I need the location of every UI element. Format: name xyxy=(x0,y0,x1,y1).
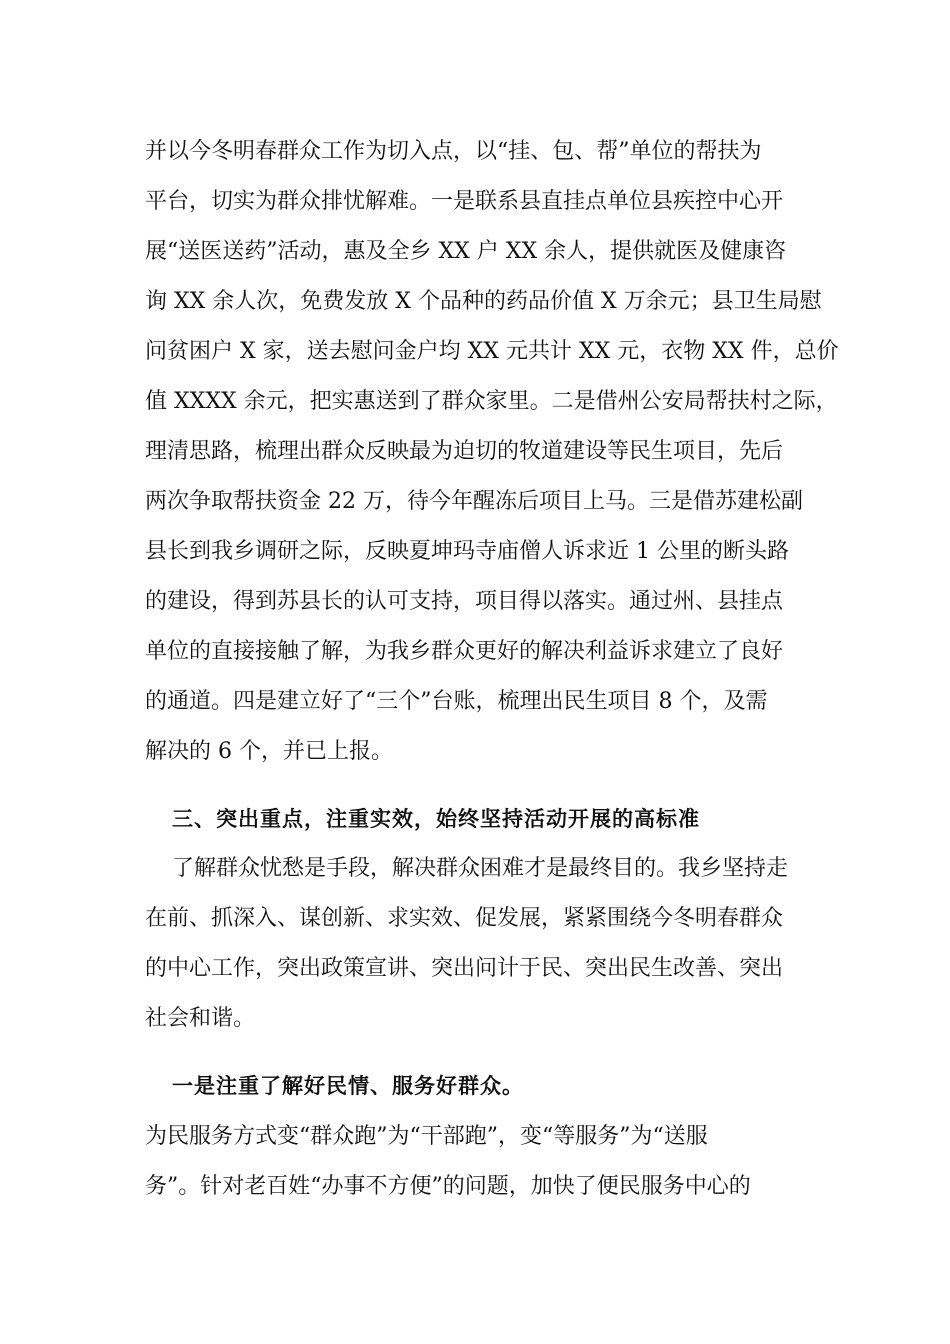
paragraph-line: 的中心工作，突出政策宣讲、突出问计于民、突出民生改善、突出 xyxy=(145,956,784,981)
paragraph-line: 并以今冬明春群众工作为切入点，以“挂、包、帮”单位的帮扶为 xyxy=(145,139,762,164)
paragraph-line: 问贫困户 X 家，送去慰问金户均 XX 元共计 XX 元，衣物 XX 件，总价 xyxy=(145,339,839,364)
paragraph-line: 值 XXXX 余元，把实惠送到了群众家里。二是借州公安局帮扶村之际， xyxy=(145,389,838,414)
paragraph-line: 展“送医送药”活动，惠及全乡 XX 户 XX 余人，提供就医及健康咨 xyxy=(145,239,787,264)
paragraph-line: 在前、抓深入、谋创新、求实效、促发展，紧紧围绕今冬明春群众 xyxy=(145,906,784,931)
paragraph-line: 单位的直接接触了解，为我乡群众更好的解决利益诉求建立了良好 xyxy=(145,639,784,664)
paragraph-line: 的通道。四是建立好了“三个”台账，梳理出民生项目 8 个，及需 xyxy=(145,689,768,714)
subheading: 一是注重了解好民情、服务好群众。 xyxy=(172,1074,524,1098)
section-heading: 三、突出重点，注重实效，始终坚持活动开展的高标准 xyxy=(172,807,700,831)
paragraph-line: 社会和谐。 xyxy=(145,1006,256,1031)
paragraph-line: 的建设，得到苏县长的认可支持，项目得以落实。通过州、县挂点 xyxy=(145,589,784,614)
paragraph-line: 县长到我乡调研之际，反映夏坤玛寺庙僧人诉求近 1 公里的断头路 xyxy=(145,539,789,564)
paragraph-line: 询 XX 余人次，免费发放 X 个品种的药品价值 X 万余元；县卫生局慰 xyxy=(145,289,822,314)
paragraph-line: 两次争取帮扶资金 22 万，待今年醒冻后项目上马。三是借苏建松副 xyxy=(145,489,803,514)
paragraph-line: 务”。针对老百姓“办事不方便”的问题，加快了便民服务中心的 xyxy=(145,1174,751,1199)
paragraph-line: 平台，切实为群众排忧解难。一是联系县直挂点单位县疾控中心开 xyxy=(145,189,784,214)
paragraph-line: 理清思路，梳理出群众反映最为迫切的牧道建设等民生项目，先后 xyxy=(145,439,784,464)
paragraph-line: 为民服务方式变“群众跑”为“干部跑”，变“等服务”为“送服 xyxy=(145,1124,708,1149)
paragraph-line: 了解群众忧愁是手段，解决群众困难才是最终目的。我乡坚持走 xyxy=(172,856,789,881)
paragraph-line: 解决的 6 个，并已上报。 xyxy=(145,739,393,764)
